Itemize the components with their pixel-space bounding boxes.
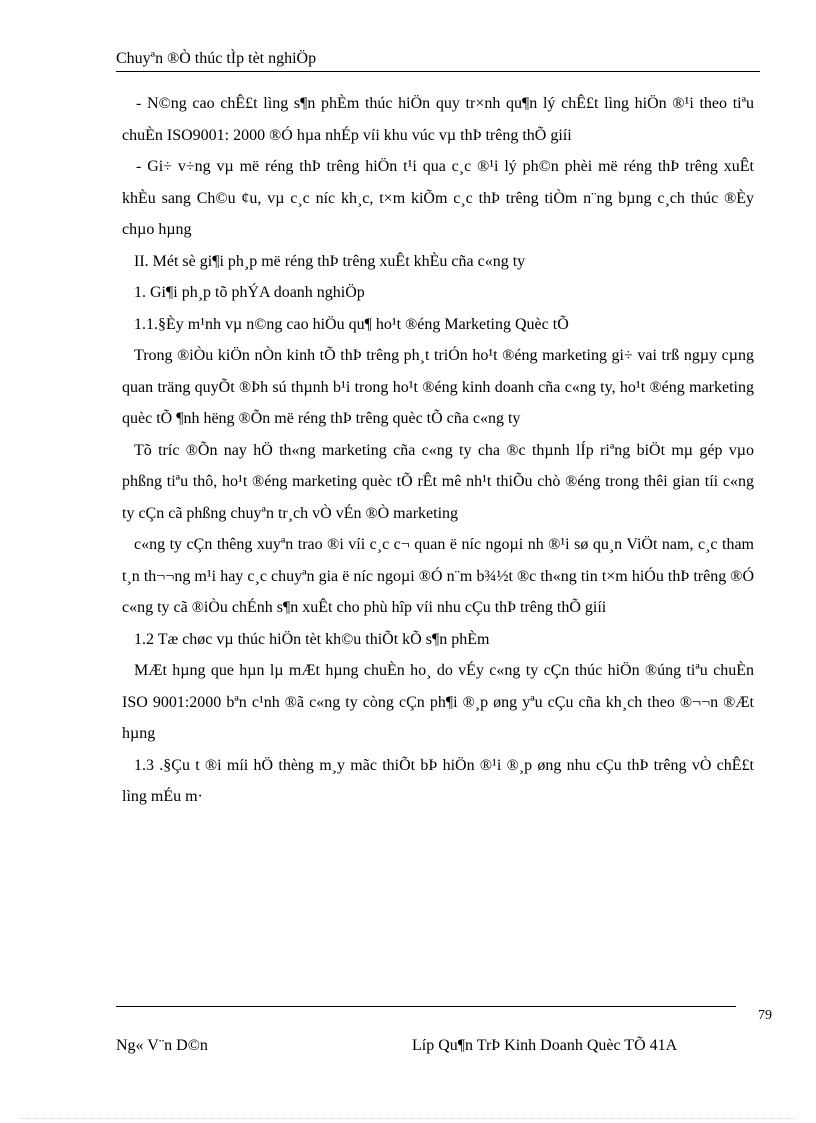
page-bottom-border [20,1118,796,1119]
subsection-heading-1: 1. Gi¶i ph¸p tõ phÝA doanh nghiÖp [134,284,365,301]
footer-divider [116,1006,736,1007]
section-heading-ii: II. Mét sè gi¶i ph¸p më réng thÞ trêng xuÊt khÈu cña c«ng ty [134,252,526,270]
paragraph-product-design: MÆt hµng que hµn lµ mÆt hµng chuÈn ho¸ do vÉy c«ng ty cÇn thúc hiÖn ®úng tiªu chuÈn ISO 9001:2000 bªn c¹nh ®ã c«ng ty còng cÇn ph¶i ®¸p øng yªu cÇu cña kh¸ch theo ®¬¬n ®Æt hµng [122,662,754,742]
paragraph-quality: - N©ng cao chÊ£t lìng s¶n phÈm thúc hiÖn quy tr×nh qu¶n lý chÊ£t lìng hiÖn ®¹i theo tiªu chuÈn ISO9001: 2000 ®Ó hµa nhÉp víi khu vúc vµ thÞ trêng thÕ giíi [122,95,754,144]
page-header: Chuyªn ®Ò thúc tÌp tèt nghiÖp [116,50,317,67]
paragraph-market: - Gi÷ v÷ng vµ më réng thÞ trêng hiÖn t¹i qua c¸c ®¹i lý ph©n phèi më réng thÞ trêng xuÊt khÈu sang Ch©u ¢u, vµ c¸c níc kh¸c, t×m kiÕm c¸c thÞ trêng tiÒm n¨ng bµng c¸ch thúc ®Èy chµo hµng [122,158,754,238]
paragraph-marketing-system: Tõ tríc ®Õn nay hÖ th«ng marketing cña c«ng ty cha ®c thµnh lÍp riªng biÖt mµ gép vµo phßng tiªu thô, ho¹t ®éng marketing quèc tÕ rÊt mê nh¹t thiÕu chò ®éng trong thêi gian tíi c«ng ty cÇn cã phßng chuyªn tr¸ch vÒ vÉn ®Ò marketing [122,441,754,522]
page-number: 79 [758,1008,772,1023]
footer-author: Ng« V¨n D©n [116,1037,208,1054]
subsection-heading-1-2: 1.2 Tæ chøc vµ thúc hiÖn tèt kh©u thiÕt kÕ s¶n phÈm [134,630,490,648]
footer-class: Líp Qu¶n TrÞ Kinh Doanh Quèc TÕ 41A [412,1037,678,1054]
document-body [122,88,754,813]
header-divider [116,71,760,72]
subsection-heading-1-1: 1.1.§Èy m¹nh vµ n©ng cao hiÖu qu¶ ho¹t ®éng Marketing Quèc tÕ [134,315,569,333]
paragraph-equipment: 1.3 .§Çu t ®i míi hÖ thèng m¸y mãc thiÕt bÞ hiÖn ®¹i ®¸p øng nhu cÇu thÞ trêng vÒ chÊ£t lìng mÉu m· [122,756,754,805]
paragraph-contacts: c«ng ty cÇn thêng xuyªn trao ®i víi c¸c c¬ quan ë níc ngoµi nh ®¹i sø qu¸n ViÖt nam, c¸c tham t¸n th¬¬ng m¹i hay c¸c chuyªn gia ë níc ngoµi ®Ó n¨m b¾½t ®c th«ng tin t×m hiÓu thÞ trêng ®Ó c«ng ty cã ®iÒu chÉnh s¶n xuÊt cho phù hîp víi nhu cÇu thÞ trêng thÕ giíi [122,536,754,616]
paragraph-marketing-role: Trong ®iÒu kiÖn nÒn kinh tÕ thÞ trêng ph¸t triÓn ho¹t ®éng marketing gi÷ vai trß ngµy cµng quan träng quyÕt ®Þh sú thµnh b¹i trong ho¹t ®éng kinh doanh cña c«ng ty, ho¹t ®éng marketing quèc tÕ ¶nh hëng ®Õn më réng thÞ trêng quèc tÕ cña c«ng ty [122,347,754,427]
